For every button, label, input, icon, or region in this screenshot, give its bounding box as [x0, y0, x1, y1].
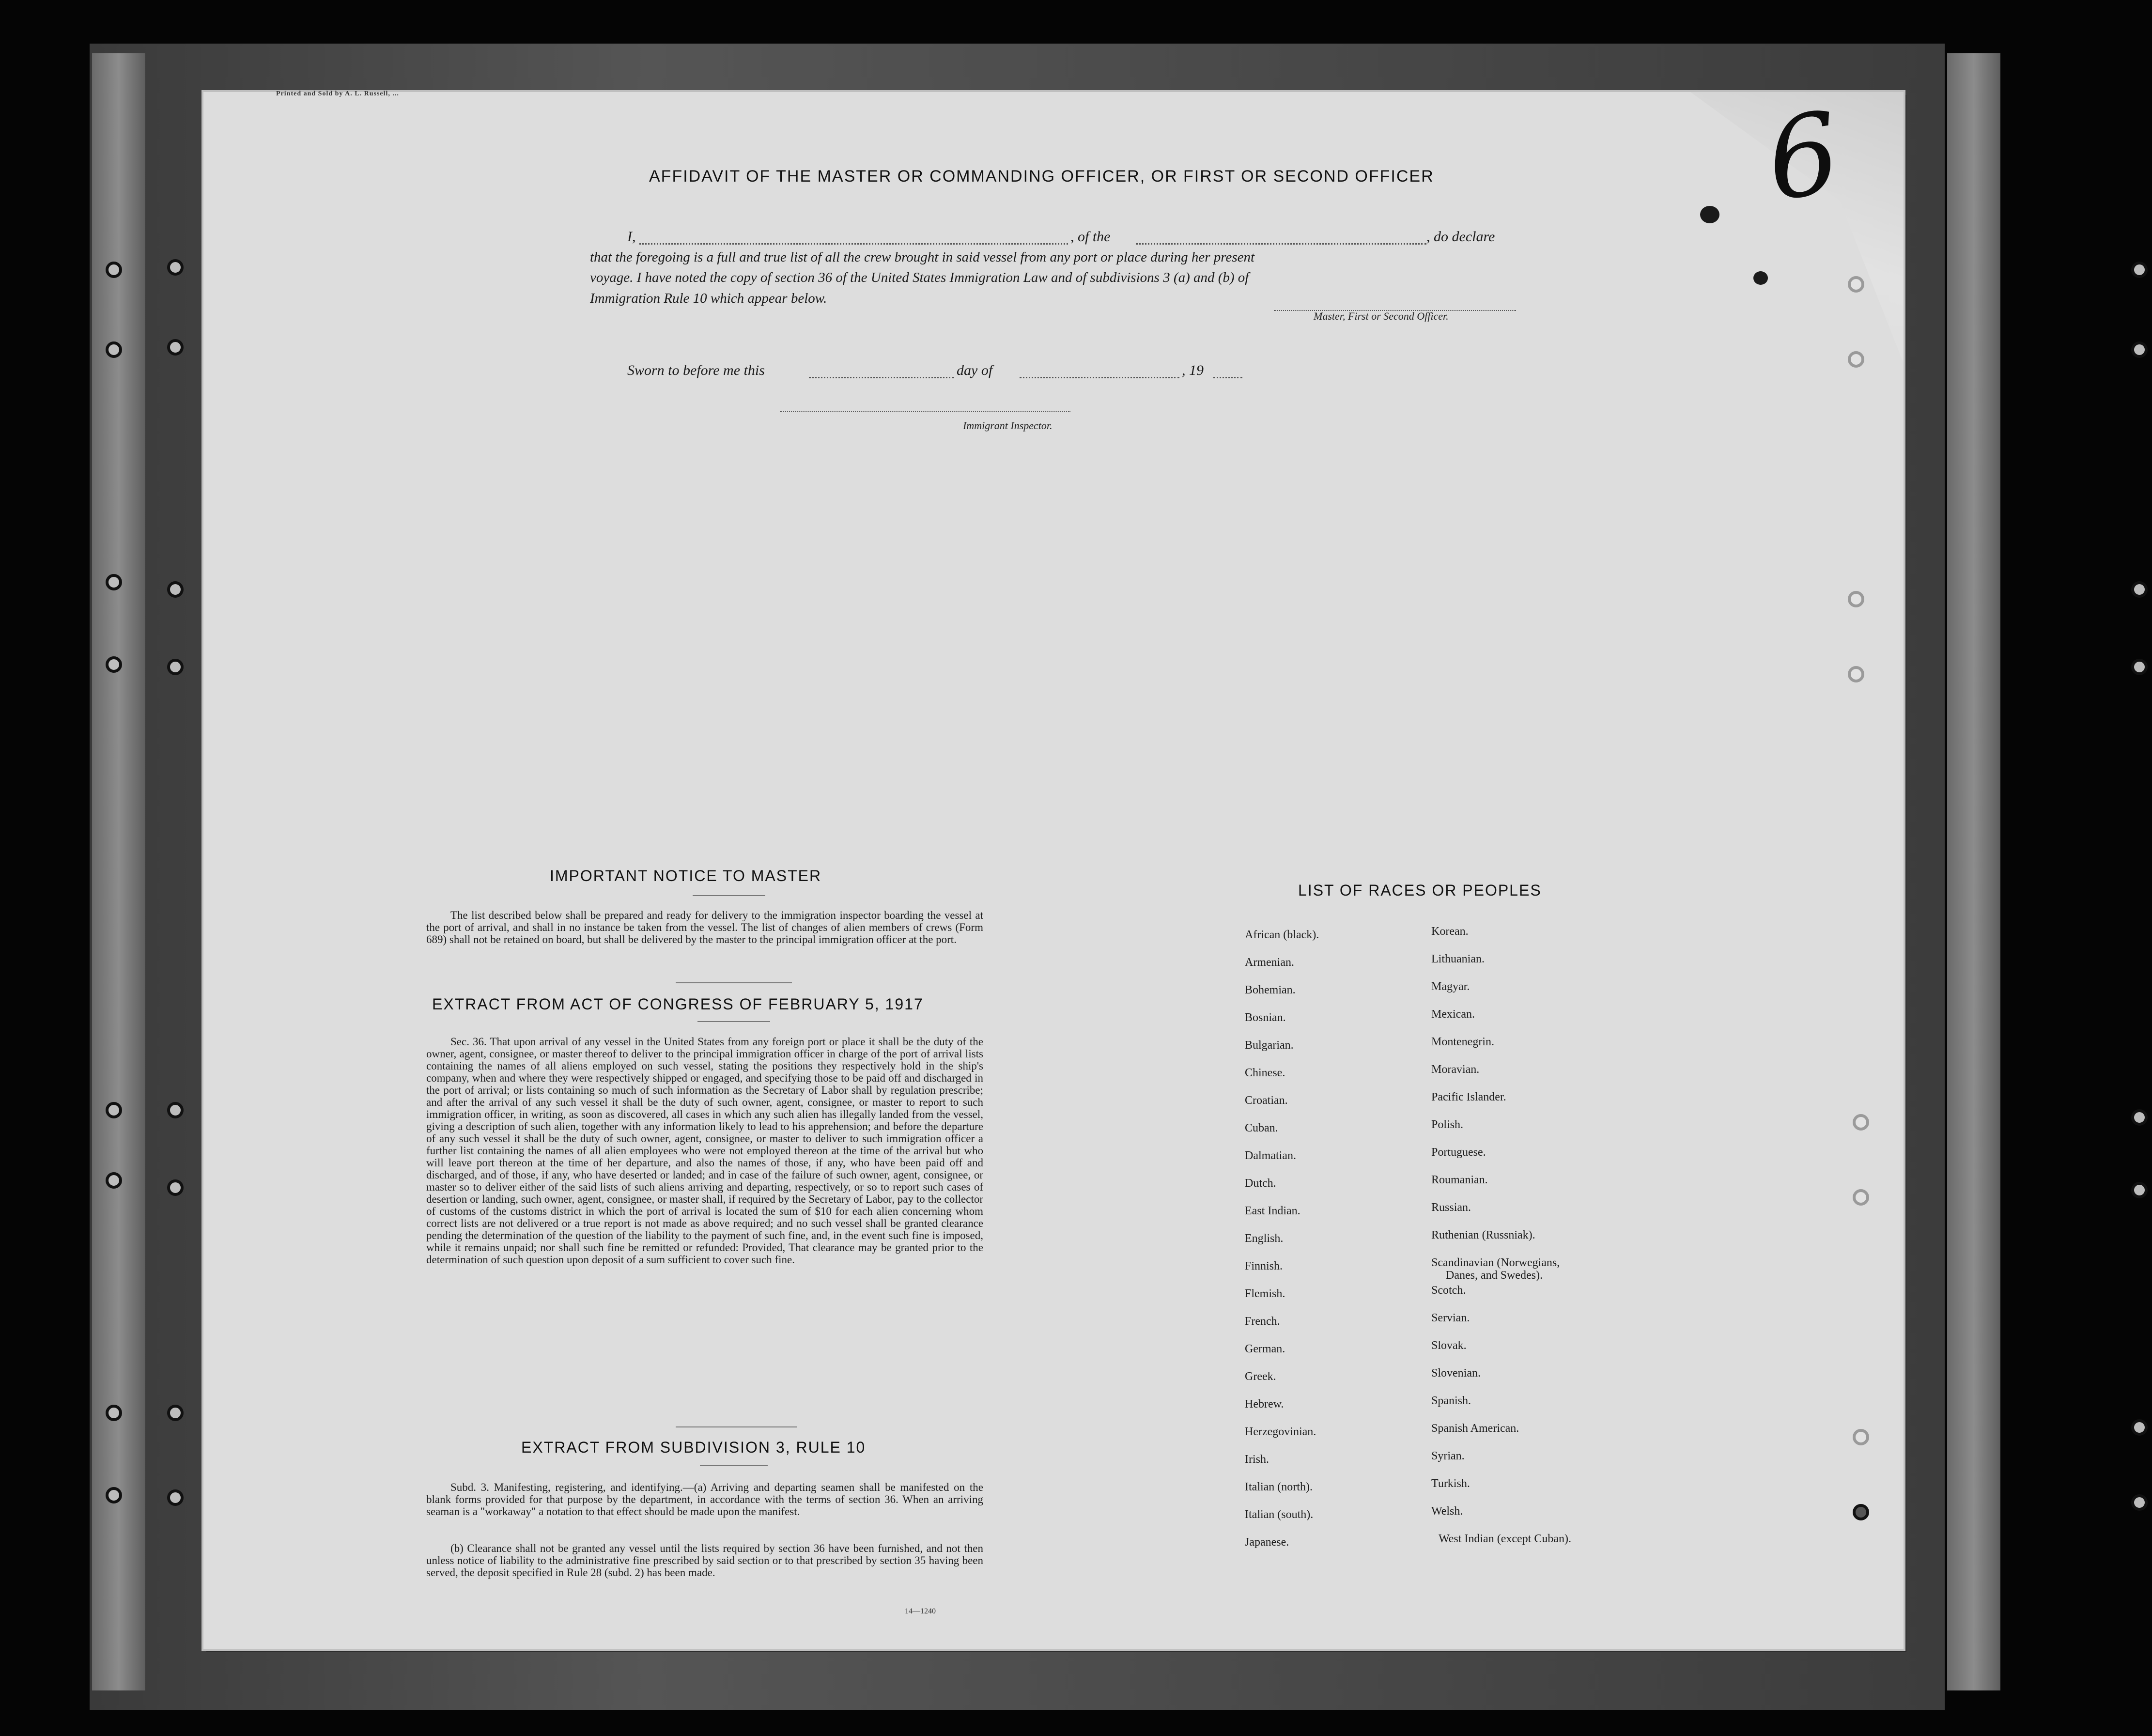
document-page	[203, 88, 1904, 1649]
race-item: West Indian (except Cuban).	[1439, 1533, 1571, 1545]
race-item: Finnish.	[1245, 1260, 1283, 1272]
race-item: Bosnian.	[1245, 1011, 1286, 1024]
binder-hole	[167, 1179, 184, 1196]
race-item: Pacific Islander.	[1431, 1091, 1506, 1103]
race-item: Japanese.	[1245, 1536, 1289, 1549]
race-item: Turkish.	[1431, 1477, 1470, 1490]
sworn-prefix: Sworn to before me this	[627, 362, 765, 378]
binder-hole	[2131, 1419, 2148, 1436]
race-item: Chinese.	[1245, 1067, 1285, 1079]
race-item: Spanish American.	[1431, 1422, 1519, 1435]
binder-hole	[2131, 1109, 2148, 1126]
page-punch-hole	[1853, 1504, 1869, 1520]
affidavit-line-3: voyage. I have noted the copy of section 36 of the United States Immigration Law and of subdivisions 3 (a) and (b) of	[590, 270, 1249, 285]
signature-caption: Master, First or Second Officer.	[1314, 310, 1449, 322]
race-item: Russian.	[1431, 1201, 1471, 1214]
race-item: Magyar.	[1431, 980, 1470, 993]
binder-hole	[106, 1405, 122, 1421]
binder-hole	[2131, 341, 2148, 358]
binder-hole	[106, 1172, 122, 1189]
inspector-caption: Immigrant Inspector.	[963, 419, 1053, 432]
page-punch-hole	[1853, 1429, 1869, 1445]
divider	[693, 895, 765, 896]
binder-hole	[167, 339, 184, 356]
race-item: African (black).	[1245, 929, 1319, 941]
race-item: German.	[1245, 1343, 1285, 1355]
binder-hole	[167, 1489, 184, 1506]
race-item: Welsh.	[1431, 1505, 1463, 1518]
race-item: Servian.	[1431, 1312, 1470, 1324]
extract-act-title: EXTRACT FROM ACT OF CONGRESS OF FEBRUARY 5, 1917	[432, 995, 924, 1013]
binder-hole	[2131, 1182, 2148, 1198]
binder-hole	[2131, 659, 2148, 675]
affidavit-of-the: , of the	[1070, 229, 1111, 245]
binder-hole	[106, 341, 122, 358]
race-item: English.	[1245, 1232, 1284, 1245]
binder-hole	[167, 581, 184, 598]
printer-imprint: Printed and Sold by A. L. Russell, ...	[276, 90, 399, 97]
affidavit-title: AFFIDAVIT OF THE MASTER OR COMMANDING OFFICER, OR FIRST OR SECOND OFFICER	[649, 167, 1434, 186]
races-title: LIST OF RACES OR PEOPLES	[1298, 882, 1542, 899]
binder-strip-left	[92, 53, 145, 1690]
sworn-day-blank	[809, 377, 954, 378]
race-item: Spanish.	[1431, 1395, 1471, 1407]
race-item: Hebrew.	[1245, 1398, 1284, 1410]
race-item: Dalmatian.	[1245, 1149, 1296, 1162]
race-item: Korean.	[1431, 925, 1469, 938]
extract-rule-text-a: Subd. 3. Manifesting, registering, and identifying.—(a) Arriving and departing seamen shall be manifested on the blank forms provided for that purpose by the department, in accordance with the terms of section 36. When an arriving seaman is a "workaway" a notation to that effect should be made upon the manifest.	[426, 1481, 983, 1518]
race-item: Croatian.	[1245, 1094, 1288, 1107]
race-item: Ruthenian (Russniak).	[1431, 1229, 1535, 1241]
master-name-blank	[639, 243, 1068, 245]
affidavit-line-2: that the foregoing is a full and true list of all the crew brought in said vessel from any port or place during her present	[590, 249, 1255, 265]
binder-hole	[2131, 262, 2148, 278]
race-item: Slovak.	[1431, 1339, 1467, 1352]
inspector-signature-blank	[780, 411, 1070, 412]
page-punch-hole	[1848, 591, 1864, 607]
sworn-year-blank	[1213, 377, 1242, 378]
page-punch-hole	[1853, 1114, 1869, 1131]
affidavit-line-4: Immigration Rule 10 which appear below.	[590, 291, 827, 306]
race-item: Scandinavian (Norwegians,	[1431, 1256, 1560, 1269]
race-item: Italian (south).	[1245, 1508, 1314, 1521]
binder-hole	[106, 1487, 122, 1504]
race-item: Montenegrin.	[1431, 1036, 1494, 1048]
page-punch-hole	[1848, 276, 1864, 293]
binder-hole	[106, 656, 122, 673]
sworn-day-of: day of	[957, 362, 993, 378]
race-item: Armenian.	[1245, 956, 1294, 969]
binder-strip-right	[1947, 53, 2000, 1690]
sworn-month-blank	[1020, 377, 1179, 378]
divider	[697, 1021, 770, 1022]
binder-hole	[2131, 1494, 2148, 1511]
race-item: Bulgarian.	[1245, 1039, 1294, 1052]
binder-hole	[2131, 581, 2148, 598]
race-item: French.	[1245, 1315, 1280, 1328]
sworn-year: , 19	[1182, 362, 1204, 378]
race-item: Italian (north).	[1245, 1481, 1313, 1493]
race-item: Bohemian.	[1245, 984, 1296, 996]
race-item: Irish.	[1245, 1453, 1269, 1466]
binder-hole	[167, 659, 184, 675]
race-item: Moravian.	[1431, 1063, 1480, 1076]
binder-hole	[167, 259, 184, 276]
race-item: Danes, and Swedes).	[1446, 1269, 1543, 1282]
divider	[700, 1465, 768, 1466]
divider	[676, 1426, 797, 1427]
notice-text: The list described below shall be prepared and ready for delivery to the immigration inspector boarding the vessel at the port of arrival, and shall in no instance be taken from the vessel. The list of changes of alien members of crews (Form 689) shall not be retained on board, but shall be delivered by the master to the principal immigration officer at the port.	[426, 909, 983, 946]
extract-act-text: Sec. 36. That upon arrival of any vessel in the United States from any foreign port or place it shall be the duty of the owner, agent, consignee, or master thereof to deliver to the principal immigration officer in charge of the port of arrival lists containing the names of all aliens employed on such vessel, stating the positions they respectively hold in the ship's company, when and where they were respectively shipped or engaged, and specifying those to be paid off and discharged in the port of arrival; or lists containing so much of such information as the Secretary of Labor shall by regulation prescribe; and after the arrival of any such vessel it shall be the duty of such owner, agent, consignee, or master to report to such immigration officer, in writing, as soon as discovered, all cases in which any such alien has illegally landed from the vessel, giving a description of such alien, together with any information likely to lead to his apprehension; and before the departure of any such vessel it shall be the duty of such owner, agent, consignee, or master to deliver to such immigration officer a further list containing the names of all alien employees who were not employed thereon at the time of the arrival but who will leave port thereon at the time of her departure, and also the names of those, if any, who have been paid off and discharged, and of those, if any, who have deserted or landed; and in case of the failure of such owner, agent, consignee, or master so to deliver either of the said lists of such aliens arriving and departing, respectively, or so to report such cases of desertion or landing, such owner, agent, consignee, or master shall, if required by the Secretary of Labor, pay to the collector of customs of the customs district in which the port of arrival is located the sum of $10 for each alien concerning whom correct lists are not delivered or a true report is not made as above required; and no such vessel shall be granted clearance pending the determination of the question of the liability to the payment of such fine, and, in the event such fine is imposed, while it remains unpaid; nor shall such fine be remitted or refunded: Provided, That clearance may be granted prior to the determination of such question upon deposit of a sum sufficient to cover such fine.	[426, 1036, 983, 1266]
page-punch-hole	[1853, 1189, 1869, 1206]
affidavit-do-declare: , do declare	[1426, 229, 1495, 245]
race-item: Herzegovinian.	[1245, 1426, 1316, 1438]
ink-smudge	[1753, 271, 1768, 285]
race-item: Cuban.	[1245, 1122, 1278, 1134]
race-item: Roumanian.	[1431, 1174, 1488, 1186]
affidavit-i: I,	[627, 229, 636, 245]
divider	[676, 982, 792, 983]
race-item: Flemish.	[1245, 1287, 1285, 1300]
race-item: Greek.	[1245, 1370, 1276, 1383]
handwritten-page-number: 6	[1759, 88, 1848, 226]
extract-rule-text-b: (b) Clearance shall not be granted any vessel until the lists required by section 36 have been furnished, and not then unless notice of liability to the administrative fine prescribed by said section or to that prescribed by section 35 having been served, the deposit specified in Rule 28 (subd. 2) has been made.	[426, 1542, 983, 1579]
race-item: Lithuanian.	[1431, 953, 1485, 965]
extract-rule-title: EXTRACT FROM SUBDIVISION 3, RULE 10	[521, 1439, 866, 1456]
form-number: 14—1240	[905, 1607, 936, 1615]
vessel-name-blank	[1136, 243, 1426, 245]
binder-hole	[106, 1102, 122, 1118]
race-item: Syrian.	[1431, 1450, 1465, 1462]
binder-hole	[167, 1102, 184, 1118]
race-item: Scotch.	[1431, 1284, 1466, 1297]
race-item: Slovenian.	[1431, 1367, 1481, 1380]
race-item: Dutch.	[1245, 1177, 1276, 1190]
ink-smudge	[1700, 206, 1719, 223]
notice-title: IMPORTANT NOTICE TO MASTER	[550, 867, 822, 884]
binder-hole	[106, 574, 122, 590]
page-punch-hole	[1848, 666, 1864, 682]
race-item: East Indian.	[1245, 1205, 1300, 1217]
binder-hole	[167, 1405, 184, 1421]
page-punch-hole	[1848, 351, 1864, 368]
race-item: Mexican.	[1431, 1008, 1475, 1021]
race-item: Portuguese.	[1431, 1146, 1486, 1159]
binder-hole	[106, 262, 122, 278]
race-item: Polish.	[1431, 1118, 1464, 1131]
